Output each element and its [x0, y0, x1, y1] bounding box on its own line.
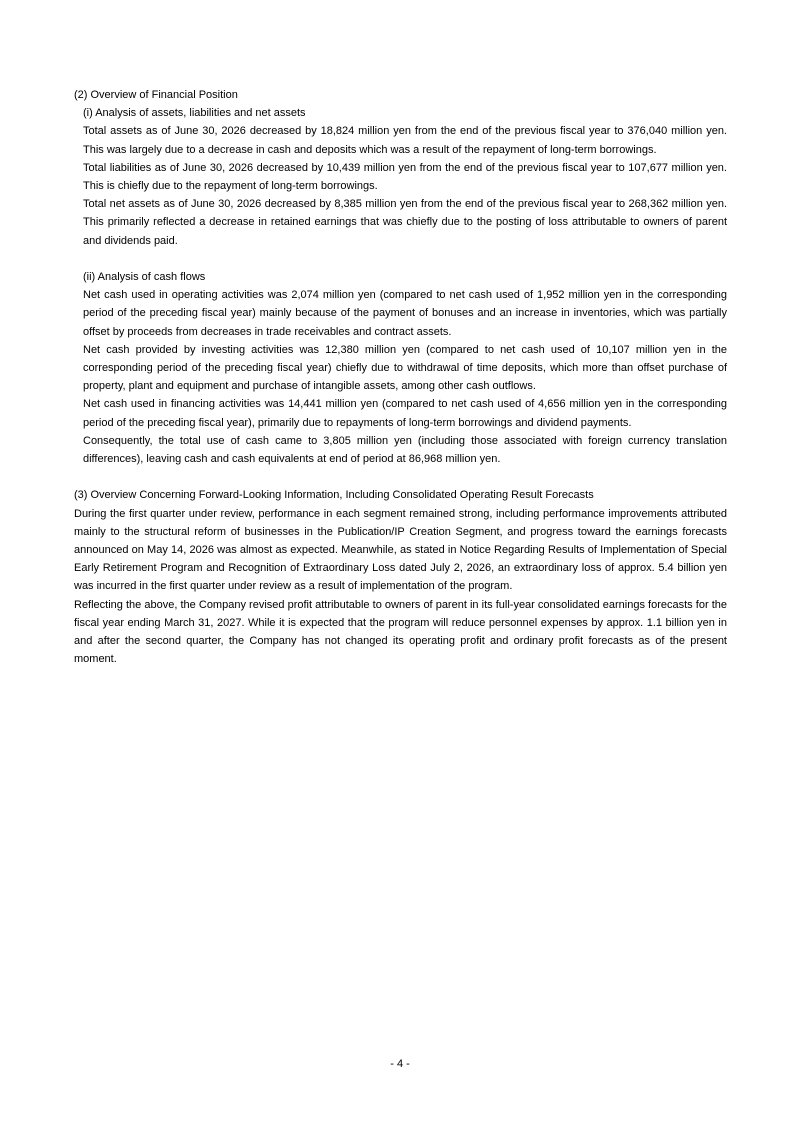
paragraph-operating-cash: Net cash used in operating activities was 2,074 million yen (compared to net cash used of 1,952 million yen in the corresponding period of the preceding fiscal year) mainly because of the payment of bonuses and an increase in inventories, which was partially offset by proceeds from decreases in trade receivables and contract assets.	[83, 289, 727, 338]
paragraph-total-assets: Total assets as of June 30, 2026 decreased by 18,824 million yen from the end of the previous fiscal year to 376,040 million yen. This was largely due to a decrease in cash and deposits which was a result of the repayment of long-term borrowings.	[83, 125, 727, 156]
paragraph-forecast-performance: During the first quarter under review, performance in each segment remained strong, including performance improvements attributed mainly to the structural reform of businesses in the Publication/IP Creation Segment, and progress toward the earnings forecasts announced on May 14, 2026 was almost as expected. Meanwhile, as stated in Notice Regarding Results of Implementation of Special Early Retirement Program and Recognition of Extraordinary Loss dated July 2, 2026, an extraordinary loss of approx. 5.4 billion yen was incurred in the first quarter under review as a result of implementation of the program.	[74, 507, 727, 593]
paragraph-cash-summary: Consequently, the total use of cash came to 3,805 million yen (including those associated with foreign currency translation differences), leaving cash and cash equivalents at end of period at 86,968 million yen.	[83, 434, 727, 466]
page-number: - 4 -	[390, 1058, 410, 1070]
spacer	[74, 468, 727, 486]
section-2-sub1-title: (i) Analysis of assets, liabilities and net assets	[83, 107, 306, 120]
paragraph-total-net-assets: Total net assets as of June 30, 2026 decreased by 8,385 million yen from the end of the previous fiscal year to 268,362 million yen. This primarily reflected a decrease in retained earnings that was chiefly due to the posting of loss attributable to owners of parent and dividends paid.	[83, 198, 727, 247]
paragraph-forecast-revision: Reflecting the above, the Company revised profit attributable to owners of parent in its full-year consolidated earnings forecasts for the fiscal year ending March 31, 2027. While it is expected that the program will reduce personnel expenses by approx. 1.1 billion yen in and after the second quarter, the Company has not changed its operating profit and ordinary profit forecasts as of the present moment.	[74, 598, 727, 666]
section-2-sub2-title: (ii) Analysis of cash flows	[83, 271, 206, 284]
section-3-heading: (3) Overview Concerning Forward-Looking Information, Including Consolidated Operating Result Forecasts	[74, 489, 594, 502]
section-2-heading: (2) Overview of Financial Position	[74, 89, 238, 101]
paragraph-financing-cash: Net cash used in financing activities was 14,441 million yen (compared to net cash used of 4,656 million yen in the corresponding period of the preceding fiscal year), primarily due to repayments of long-term borrowings and dividend payments.	[83, 398, 727, 429]
paragraph-total-liabilities: Total liabilities as of June 30, 2026 decreased by 10,439 million yen from the end of the previous fiscal year to 107,677 million yen. This is chiefly due to the repayment of long-term borrowings.	[83, 161, 727, 193]
paragraph-investing-cash: Net cash provided by investing activities was 12,380 million yen (compared to net cash used of 10,107 million yen in the corresponding period of the preceding fiscal year) chiefly due to withdrawal of time deposits, which more than offset purchase of property, plant and equipment and purchase of intangible assets, among other cash outflows.	[83, 343, 727, 393]
spacer	[74, 250, 727, 268]
document-page	[74, 86, 727, 668]
